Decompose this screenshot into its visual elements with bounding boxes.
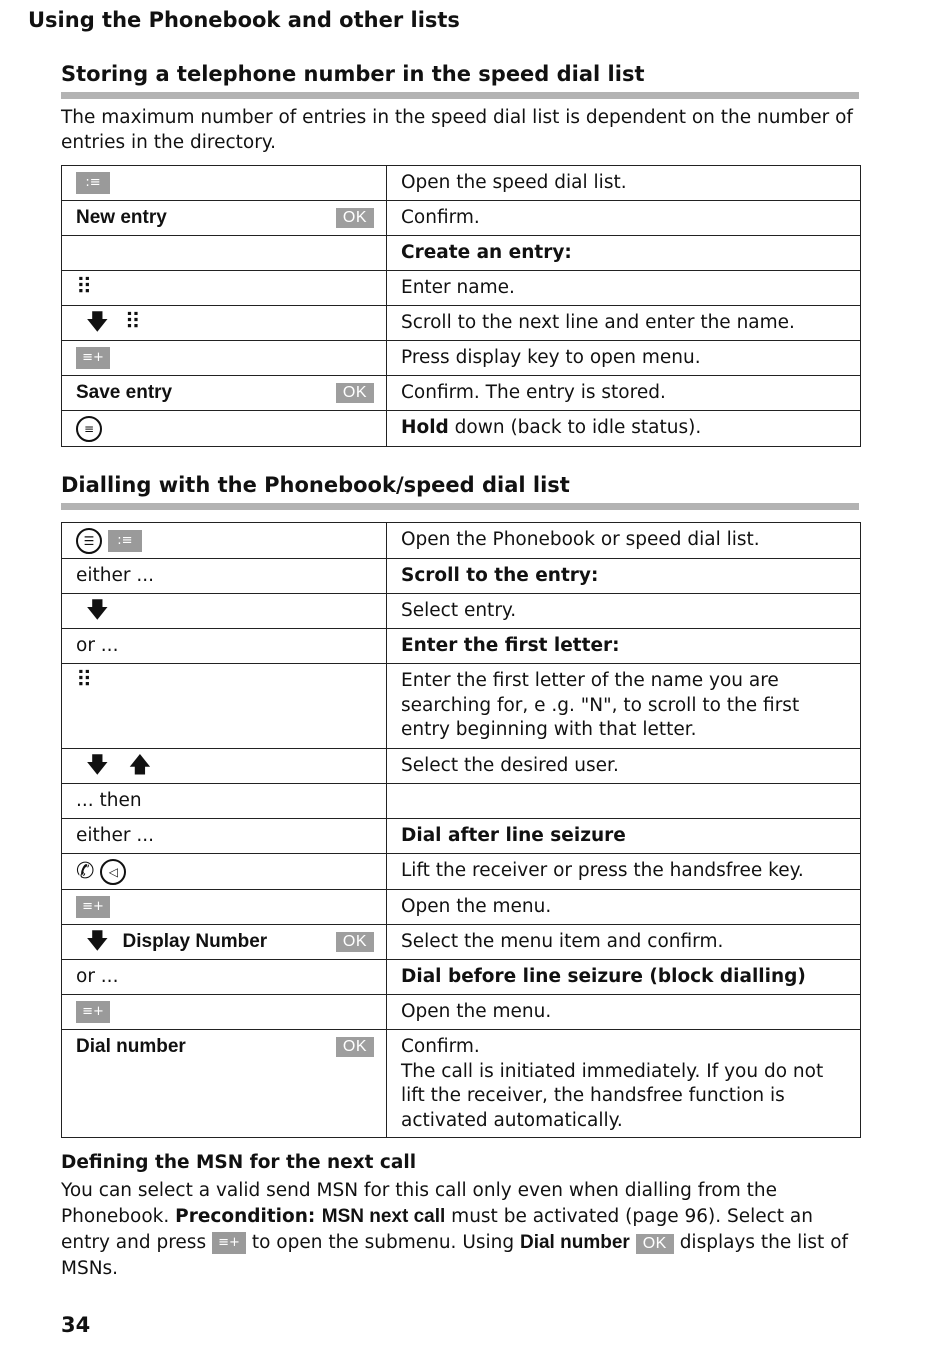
or-label: or ...: [62, 629, 387, 664]
speed-dial-key-icon: :≡: [108, 530, 142, 552]
menu-key-icon: ≡+: [76, 347, 110, 369]
table-row: [62, 236, 861, 271]
table-row: [62, 960, 861, 995]
step-heading: Create an entry:: [387, 236, 861, 271]
table-row: [62, 341, 861, 376]
step-text: Open the speed dial list.: [387, 166, 861, 201]
table-row: [62, 306, 861, 341]
step-text: Open the menu.: [387, 995, 861, 1030]
table-row: [62, 749, 861, 784]
section-rule: [61, 92, 859, 99]
table-row: [62, 784, 861, 819]
menu-item-new-entry: New entry: [76, 207, 167, 228]
arrow-up-icon: 🡅: [128, 753, 152, 778]
step-text: Open the menu.: [387, 890, 861, 925]
ok-key: OK: [336, 932, 374, 952]
then-label: ... then: [62, 784, 387, 819]
table-row: [62, 890, 861, 925]
table-row: [62, 629, 861, 664]
step-text: Select the menu item and confirm.: [387, 925, 861, 960]
arrow-down-icon: 🡇: [86, 753, 109, 778]
step-text: Confirm.: [387, 201, 861, 236]
table-row: [62, 819, 861, 854]
menu-key-icon: ≡+: [76, 896, 110, 918]
keypad-icon: ⠿: [124, 310, 141, 335]
dialling-steps-table: [61, 522, 861, 1138]
step-text: Confirm. The entry is stored.: [387, 376, 861, 411]
step-heading: Dial after line seizure: [387, 819, 861, 854]
table-row: [62, 411, 861, 447]
keypad-icon: ⠿: [76, 275, 93, 300]
step-heading: Scroll to the entry:: [387, 559, 861, 594]
section-rule: [61, 503, 859, 510]
menu-item-display-number: Display Number: [122, 931, 268, 952]
handset-icon: ✆: [76, 859, 95, 884]
table-row: [62, 201, 861, 236]
menu-item-dial-number: Dial number: [519, 1232, 630, 1253]
table-row: [62, 376, 861, 411]
step-heading: Enter the first letter:: [387, 629, 861, 664]
keypad-icon: ⠿: [76, 668, 93, 693]
section-title-dialling: Dialling with the Phonebook/speed dial list: [61, 473, 570, 497]
menu-key-icon: ≡+: [212, 1232, 246, 1254]
step-text: Enter name.: [387, 271, 861, 306]
step-text: Select entry.: [387, 594, 861, 629]
menu-item-msn-next-call: MSN next call: [321, 1206, 446, 1227]
menu-item-save-entry: Save entry: [76, 382, 173, 403]
ok-key: OK: [336, 1037, 374, 1057]
speed-dial-steps-table: [61, 165, 861, 447]
ok-key: OK: [636, 1234, 674, 1254]
step-heading: Dial before line seizure (block dialling): [387, 960, 861, 995]
either-label: either ...: [62, 559, 387, 594]
speed-dial-key-icon: :≡: [76, 172, 110, 194]
table-row: [62, 166, 861, 201]
ok-key: OK: [336, 383, 374, 403]
step-text: [387, 784, 861, 819]
either-label: either ...: [62, 819, 387, 854]
step-text: Hold down (back to idle status).: [387, 411, 861, 447]
table-row: [62, 1030, 861, 1138]
step-text: Confirm. The call is initiated immediately. If you do not lift the receiver, the handsfree function is activated automatically.: [387, 1030, 861, 1138]
msn-heading: Defining the MSN for the next call: [61, 1152, 417, 1173]
menu-item-dial-number: Dial number: [76, 1036, 186, 1057]
or-label: or ...: [62, 960, 387, 995]
arrow-down-icon: 🡇: [86, 310, 109, 335]
table-row: [62, 664, 861, 749]
step-text: Enter the first letter of the name you are searching for, e .g. "N", to scroll to the first entry beginning with that letter.: [387, 664, 861, 749]
table-row: [62, 559, 861, 594]
arrow-down-icon: 🡇: [86, 929, 109, 954]
page-number: 34: [61, 1313, 91, 1337]
table-row: [62, 925, 861, 960]
step-text: Open the Phonebook or speed dial list.: [387, 523, 861, 559]
step-text: Select the desired user.: [387, 749, 861, 784]
page-header: Using the Phonebook and other lists: [28, 8, 460, 32]
arrow-down-icon: 🡇: [86, 598, 109, 623]
section1-intro: The maximum number of entries in the speed dial list is dependent on the number of entries in the directory.: [61, 107, 853, 153]
table-row: [62, 271, 861, 306]
ok-key: OK: [336, 208, 374, 228]
menu-key-icon: ≡+: [76, 1001, 110, 1023]
step-text: Scroll to the next line and enter the name.: [387, 306, 861, 341]
table-row: [62, 594, 861, 629]
section-title-speed-dial: Storing a telephone number in the speed dial list: [61, 62, 645, 86]
table-row: [62, 854, 861, 890]
msn-paragraph: You can select a valid send MSN for this call only even when dialling from the Phonebook. Precondition: MSN next call must be activated (page 96). Select an entry and press ≡+ to open the submenu. Using Dial number OK displays the list of MSNs.: [61, 1180, 849, 1279]
phonebook-key-icon: ☰: [76, 528, 102, 554]
end-call-key-icon: ≡: [76, 416, 102, 442]
table-row: [62, 523, 861, 559]
table-row: [62, 995, 861, 1030]
step-text: Lift the receiver or press the handsfree key.: [387, 854, 861, 890]
handsfree-key-icon: ◁: [100, 859, 126, 885]
step-text: Press display key to open menu.: [387, 341, 861, 376]
